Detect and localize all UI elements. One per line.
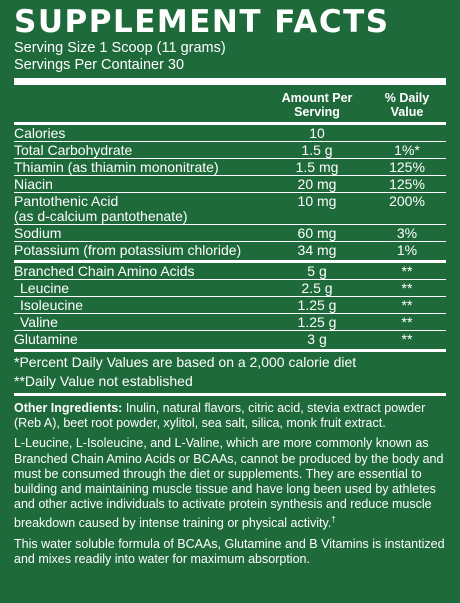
table-row: Valine 1.25 g ** [14,314,446,331]
other-ingredients [14,401,446,431]
table-row: Niacin 20 mg 125% [14,176,446,193]
panel-title: SUPPLEMENT FACTS [14,4,390,40]
thick-divider [14,78,446,85]
table-row: Isoleucine 1.25 g ** [14,297,446,314]
dagger-mark: † [331,515,336,525]
other-ingredients-text: Inulin, natural flavors, citric acid, stevia extract powder (Reb A), beet root powder, xylitol, sea salt, silica, monk fruit extract. [14,401,426,431]
table-row: Potassium (from potassium chloride) 34 mg 1% [14,242,418,258]
serving-size: Serving Size 1 Scoop (11 grams) [14,40,226,56]
table-row: Calories 10 [14,125,446,142]
table-row: Pantothenic Acid (as d-calcium pantothenate) 10 mg 200% [14,193,446,225]
nutrient-rows [14,125,446,258]
other-ingredients-label: Other Ingredients: [14,401,123,415]
table-row: Leucine 2.5 g ** [14,280,446,297]
formula-description: This water soluble formula of BCAAs, Glutamine and B Vitamins is instantized and mixes readily into water for maximum absorption. [14,536,445,566]
panel-bottom-rule [14,393,446,396]
amino-acid-rows [14,263,446,347]
table-row: Thiamin (as thiamin mononitrate) 1.5 mg 125% [14,159,446,176]
amount-header: Amount Per Serving [281,91,353,119]
dv-header: % Daily Value [384,91,430,119]
table-row: Sodium 60 mg 3% [14,225,446,242]
servings-per-container: Servings Per Container 30 [14,57,185,73]
table-header [14,87,446,122]
table-row: Branched Chain Amino Acids 5 g ** [14,263,446,280]
table-row: Glutamine 3 g ** [14,331,413,347]
footnote-dv: *Percent Daily Values are based on a 2,000 calorie diet [14,354,357,370]
table-row: Total Carbohydrate 1.5 g 1%* [14,142,446,159]
footnote-dv-not-established: **Daily Value not established [14,373,193,389]
bcaa-description: L-Leucine, L-Isoleucine, and L-Valine, which are more commonly known as Branched Chain Amino Acids or BCAAs, cannot be produced by the body and must be consumed through the diet or supplements. They are essential to building and maintaining muscle tissue and have long been used by athletes and other active individuals to activate protein synthesis and reduce muscle breakdown caused by intense training or physical activity.† [14,436,444,531]
